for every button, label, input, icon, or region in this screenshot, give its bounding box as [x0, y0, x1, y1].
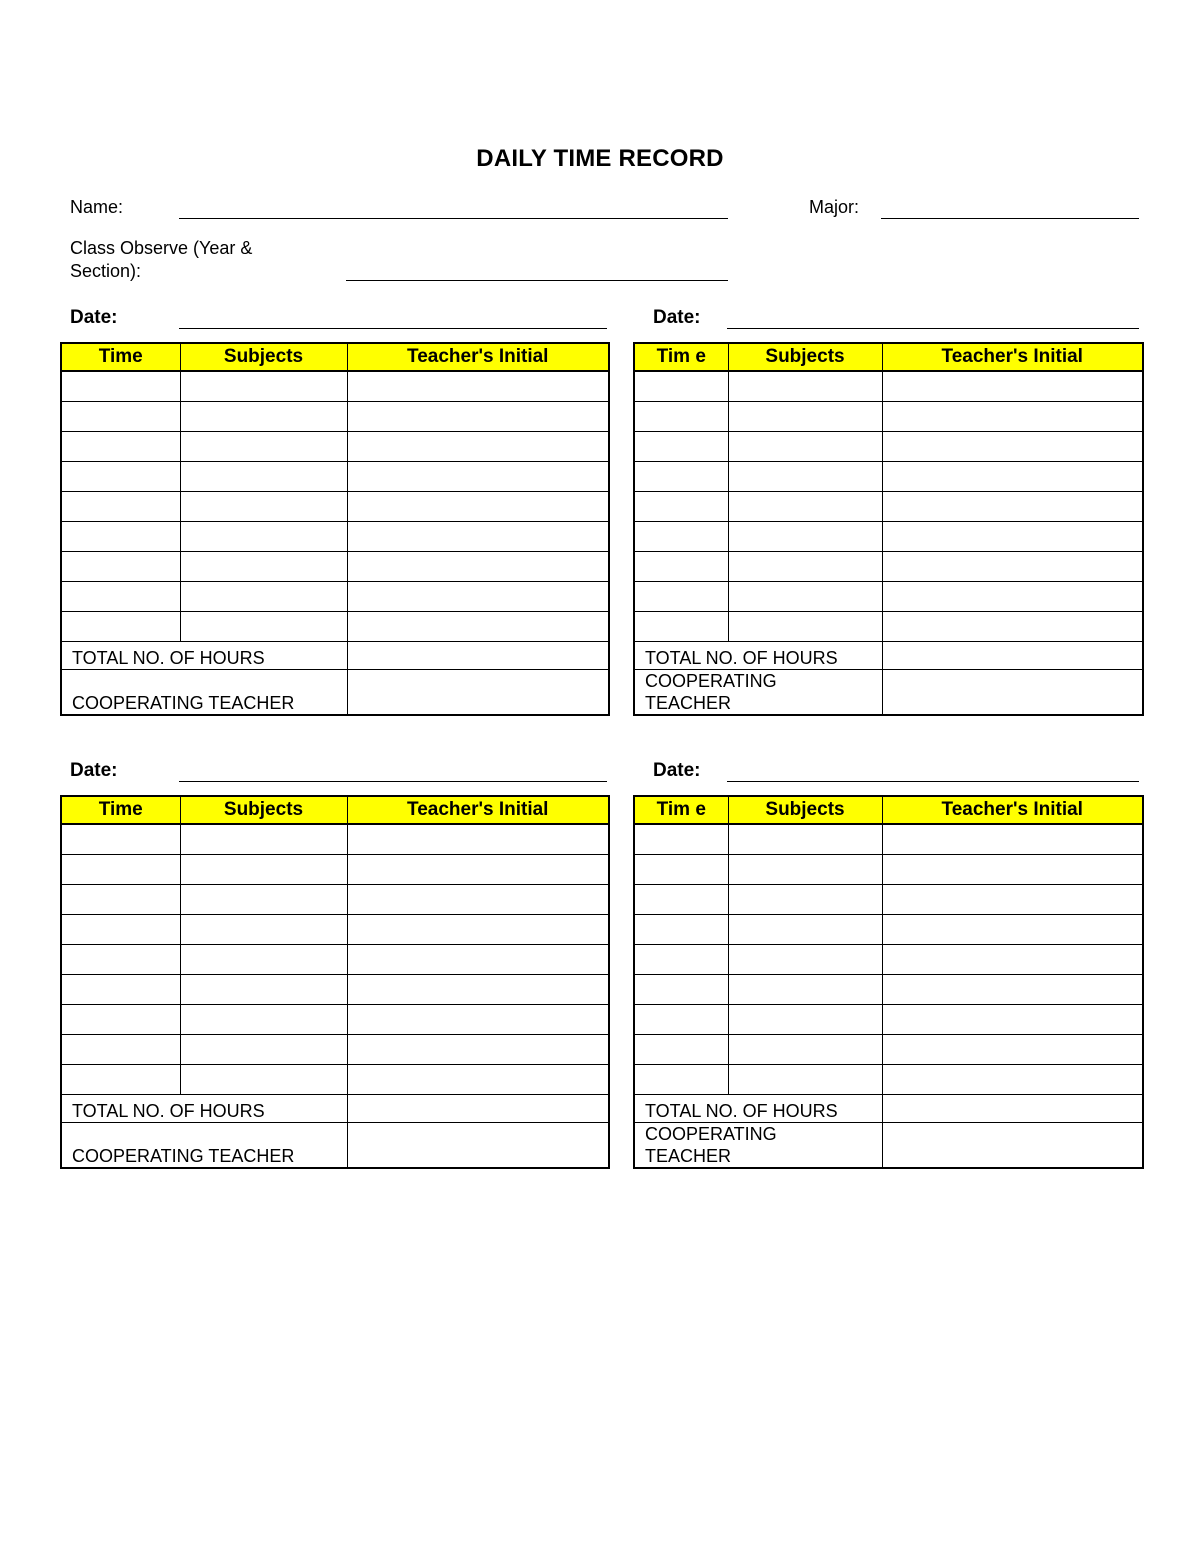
time-cell[interactable] [61, 914, 180, 944]
major-label: Major: [809, 197, 860, 217]
table-row [61, 824, 609, 854]
table-row [61, 461, 609, 491]
table-row [634, 611, 1143, 641]
subject-cell[interactable] [728, 1064, 882, 1094]
teachers-initial-header: Teacher's Initial [347, 796, 609, 824]
subject-cell[interactable] [180, 431, 347, 461]
subject-cell[interactable] [180, 521, 347, 551]
time-record-table [60, 795, 610, 1169]
subject-cell[interactable] [180, 401, 347, 431]
total-hours-cell[interactable] [882, 1094, 1143, 1122]
time-cell[interactable] [634, 431, 728, 461]
table-header-row [61, 343, 609, 371]
cooperating-teacher-row [634, 669, 1143, 715]
initial-cell[interactable] [882, 581, 1143, 611]
table-row [61, 1004, 609, 1034]
time-cell[interactable] [634, 1004, 728, 1034]
table-row [634, 401, 1143, 431]
subject-cell[interactable] [180, 1034, 347, 1064]
time-header: Tim e [634, 796, 728, 824]
teachers-initial-header: Teacher's Initial [882, 796, 1143, 824]
time-cell[interactable] [634, 1064, 728, 1094]
subject-cell[interactable] [728, 581, 882, 611]
table-row [634, 974, 1143, 1004]
initial-cell[interactable] [882, 491, 1143, 521]
table-row [634, 914, 1143, 944]
cooperating-teacher-signature-cell[interactable] [882, 1122, 1143, 1168]
time-cell[interactable] [61, 1064, 180, 1094]
table-row [634, 1064, 1143, 1094]
time-cell[interactable] [634, 371, 728, 401]
time-cell[interactable] [634, 611, 728, 641]
cooperating-teacher-row [61, 669, 609, 715]
cooperating-teacher-signature-cell[interactable] [347, 669, 609, 715]
subject-cell[interactable] [728, 551, 882, 581]
subjects-header: Subjects [180, 796, 347, 824]
initial-cell[interactable] [882, 854, 1143, 884]
total-hours-label: TOTAL NO. OF HOURS [61, 1094, 347, 1122]
table-row [634, 884, 1143, 914]
table-row [634, 521, 1143, 551]
initial-cell[interactable] [347, 521, 609, 551]
time-cell[interactable] [634, 521, 728, 551]
subject-cell[interactable] [728, 521, 882, 551]
initial-cell[interactable] [882, 521, 1143, 551]
time-header: Time [61, 343, 180, 371]
subject-cell[interactable] [180, 944, 347, 974]
subject-cell[interactable] [728, 854, 882, 884]
initial-cell[interactable] [347, 431, 609, 461]
initial-cell[interactable] [882, 824, 1143, 854]
subject-cell[interactable] [728, 824, 882, 854]
teachers-initial-header: Teacher's Initial [882, 343, 1143, 371]
total-hours-row [634, 641, 1143, 669]
subject-cell[interactable] [728, 491, 882, 521]
time-record-table [633, 342, 1144, 716]
subjects-header: Subjects [728, 343, 882, 371]
time-cell[interactable] [61, 461, 180, 491]
initial-cell[interactable] [882, 1004, 1143, 1034]
table-row [61, 611, 609, 641]
initial-cell[interactable] [882, 884, 1143, 914]
form-title: DAILY TIME RECORD [476, 145, 724, 172]
time-cell[interactable] [634, 914, 728, 944]
table-row [61, 914, 609, 944]
time-cell[interactable] [61, 521, 180, 551]
table-row [61, 1034, 609, 1064]
initial-cell[interactable] [882, 944, 1143, 974]
initial-cell[interactable] [347, 551, 609, 581]
initial-cell[interactable] [882, 551, 1143, 581]
major-field[interactable] [881, 218, 1139, 219]
table-row [634, 551, 1143, 581]
time-cell[interactable] [61, 371, 180, 401]
subject-cell[interactable] [728, 1034, 882, 1064]
class-observe-label-line2: Section): [70, 261, 142, 281]
subjects-header: Subjects [728, 796, 882, 824]
table-row [61, 491, 609, 521]
subject-cell[interactable] [180, 824, 347, 854]
subject-cell[interactable] [180, 581, 347, 611]
total-hours-label: TOTAL NO. OF HOURS [61, 641, 347, 669]
table-row [634, 491, 1143, 521]
initial-cell[interactable] [347, 581, 609, 611]
time-cell[interactable] [634, 974, 728, 1004]
subject-cell[interactable] [180, 1064, 347, 1094]
time-cell[interactable] [634, 461, 728, 491]
table-header-row [634, 343, 1143, 371]
table-row [634, 371, 1143, 401]
time-cell[interactable] [61, 431, 180, 461]
subjects-header: Subjects [180, 343, 347, 371]
class-observe-field[interactable] [346, 280, 728, 281]
subject-cell[interactable] [728, 431, 882, 461]
date-label: Date: [70, 307, 118, 328]
table-row [61, 974, 609, 1004]
initial-cell[interactable] [882, 974, 1143, 1004]
initial-cell[interactable] [882, 371, 1143, 401]
table-header-row [634, 796, 1143, 824]
initial-cell[interactable] [882, 461, 1143, 491]
time-cell[interactable] [634, 551, 728, 581]
cooperating-teacher-label: COOPERATING TEACHER [61, 669, 347, 715]
initial-cell[interactable] [882, 431, 1143, 461]
date-field[interactable] [727, 328, 1139, 329]
initial-cell[interactable] [347, 491, 609, 521]
time-cell[interactable] [634, 401, 728, 431]
initial-cell[interactable] [347, 1034, 609, 1064]
subject-cell[interactable] [728, 1004, 882, 1034]
time-cell[interactable] [61, 944, 180, 974]
subject-cell[interactable] [728, 944, 882, 974]
subject-cell[interactable] [728, 974, 882, 1004]
time-cell[interactable] [61, 854, 180, 884]
time-cell[interactable] [634, 581, 728, 611]
subject-cell[interactable] [180, 1004, 347, 1034]
initial-cell[interactable] [347, 824, 609, 854]
date-label: Date: [70, 760, 118, 781]
table-row [61, 581, 609, 611]
time-cell[interactable] [61, 884, 180, 914]
table-header-row [61, 796, 609, 824]
subject-cell[interactable] [180, 974, 347, 1004]
time-cell[interactable] [61, 611, 180, 641]
time-cell[interactable] [634, 854, 728, 884]
subject-cell[interactable] [180, 461, 347, 491]
total-hours-label: TOTAL NO. OF HOURS [634, 641, 882, 669]
subject-cell[interactable] [728, 371, 882, 401]
cooperating-teacher-signature-cell[interactable] [347, 1122, 609, 1168]
subject-cell[interactable] [180, 491, 347, 521]
name-field[interactable] [179, 218, 728, 219]
subject-cell[interactable] [180, 854, 347, 884]
time-cell[interactable] [61, 1004, 180, 1034]
initial-cell[interactable] [882, 1034, 1143, 1064]
date-label: Date: [653, 760, 701, 781]
total-hours-cell[interactable] [882, 641, 1143, 669]
initial-cell[interactable] [882, 401, 1143, 431]
initial-cell[interactable] [347, 974, 609, 1004]
initial-cell[interactable] [347, 1064, 609, 1094]
initial-cell[interactable] [347, 914, 609, 944]
table-row [61, 884, 609, 914]
time-record-table [633, 795, 1144, 1169]
time-cell[interactable] [634, 491, 728, 521]
subject-cell[interactable] [728, 611, 882, 641]
cooperating-teacher-label: COOPERATING TEACHER [634, 1122, 882, 1168]
time-record-table [60, 342, 610, 716]
teachers-initial-header: Teacher's Initial [347, 343, 609, 371]
subject-cell[interactable] [180, 914, 347, 944]
time-cell[interactable] [634, 824, 728, 854]
total-hours-row [61, 641, 609, 669]
table-row [634, 1034, 1143, 1064]
subject-cell[interactable] [728, 461, 882, 491]
name-label: Name: [70, 197, 124, 217]
subject-cell[interactable] [180, 551, 347, 581]
time-cell[interactable] [61, 551, 180, 581]
initial-cell[interactable] [347, 884, 609, 914]
time-cell[interactable] [61, 1034, 180, 1064]
total-hours-row [634, 1094, 1143, 1122]
table-row [61, 521, 609, 551]
subject-cell[interactable] [728, 401, 882, 431]
table-row [634, 581, 1143, 611]
table-row [61, 944, 609, 974]
cooperating-teacher-row [61, 1122, 609, 1168]
table-row [61, 551, 609, 581]
table-row [61, 371, 609, 401]
cooperating-teacher-row [634, 1122, 1143, 1168]
table-row [61, 401, 609, 431]
initial-cell[interactable] [347, 854, 609, 884]
subject-cell[interactable] [728, 884, 882, 914]
subject-cell[interactable] [180, 884, 347, 914]
subject-cell[interactable] [180, 611, 347, 641]
time-cell[interactable] [61, 401, 180, 431]
table-row [634, 1004, 1143, 1034]
class-observe-label [70, 237, 252, 283]
table-row [634, 824, 1143, 854]
table-row [61, 431, 609, 461]
table-row [634, 461, 1143, 491]
total-hours-label: TOTAL NO. OF HOURS [634, 1094, 882, 1122]
cooperating-teacher-signature-cell[interactable] [882, 669, 1143, 715]
initial-cell[interactable] [347, 401, 609, 431]
time-cell[interactable] [61, 581, 180, 611]
table-row [61, 1064, 609, 1094]
date-field[interactable] [179, 781, 607, 782]
table-row [634, 854, 1143, 884]
total-hours-cell[interactable] [347, 641, 609, 669]
table-row [61, 854, 609, 884]
initial-cell[interactable] [882, 1064, 1143, 1094]
time-cell[interactable] [61, 974, 180, 1004]
time-cell[interactable] [634, 884, 728, 914]
subject-cell[interactable] [180, 371, 347, 401]
initial-cell[interactable] [347, 1004, 609, 1034]
date-field[interactable] [179, 328, 607, 329]
date-label: Date: [653, 307, 701, 328]
time-cell[interactable] [634, 944, 728, 974]
date-field[interactable] [727, 781, 1139, 782]
cooperating-teacher-label: COOPERATING TEACHER [61, 1122, 347, 1168]
table-row [634, 944, 1143, 974]
total-hours-row [61, 1094, 609, 1122]
initial-cell[interactable] [882, 611, 1143, 641]
total-hours-cell[interactable] [347, 1094, 609, 1122]
time-header: Time [61, 796, 180, 824]
time-cell[interactable] [61, 824, 180, 854]
initial-cell[interactable] [347, 461, 609, 491]
class-observe-label-line1: Class Observe (Year & [70, 238, 253, 258]
subject-cell[interactable] [728, 914, 882, 944]
cooperating-teacher-label: COOPERATING TEACHER [634, 669, 882, 715]
time-header: Tim e [634, 343, 728, 371]
initial-cell[interactable] [347, 944, 609, 974]
time-cell[interactable] [61, 491, 180, 521]
initial-cell[interactable] [347, 611, 609, 641]
initial-cell[interactable] [882, 914, 1143, 944]
table-row [634, 431, 1143, 461]
initial-cell[interactable] [347, 371, 609, 401]
time-cell[interactable] [634, 1034, 728, 1064]
